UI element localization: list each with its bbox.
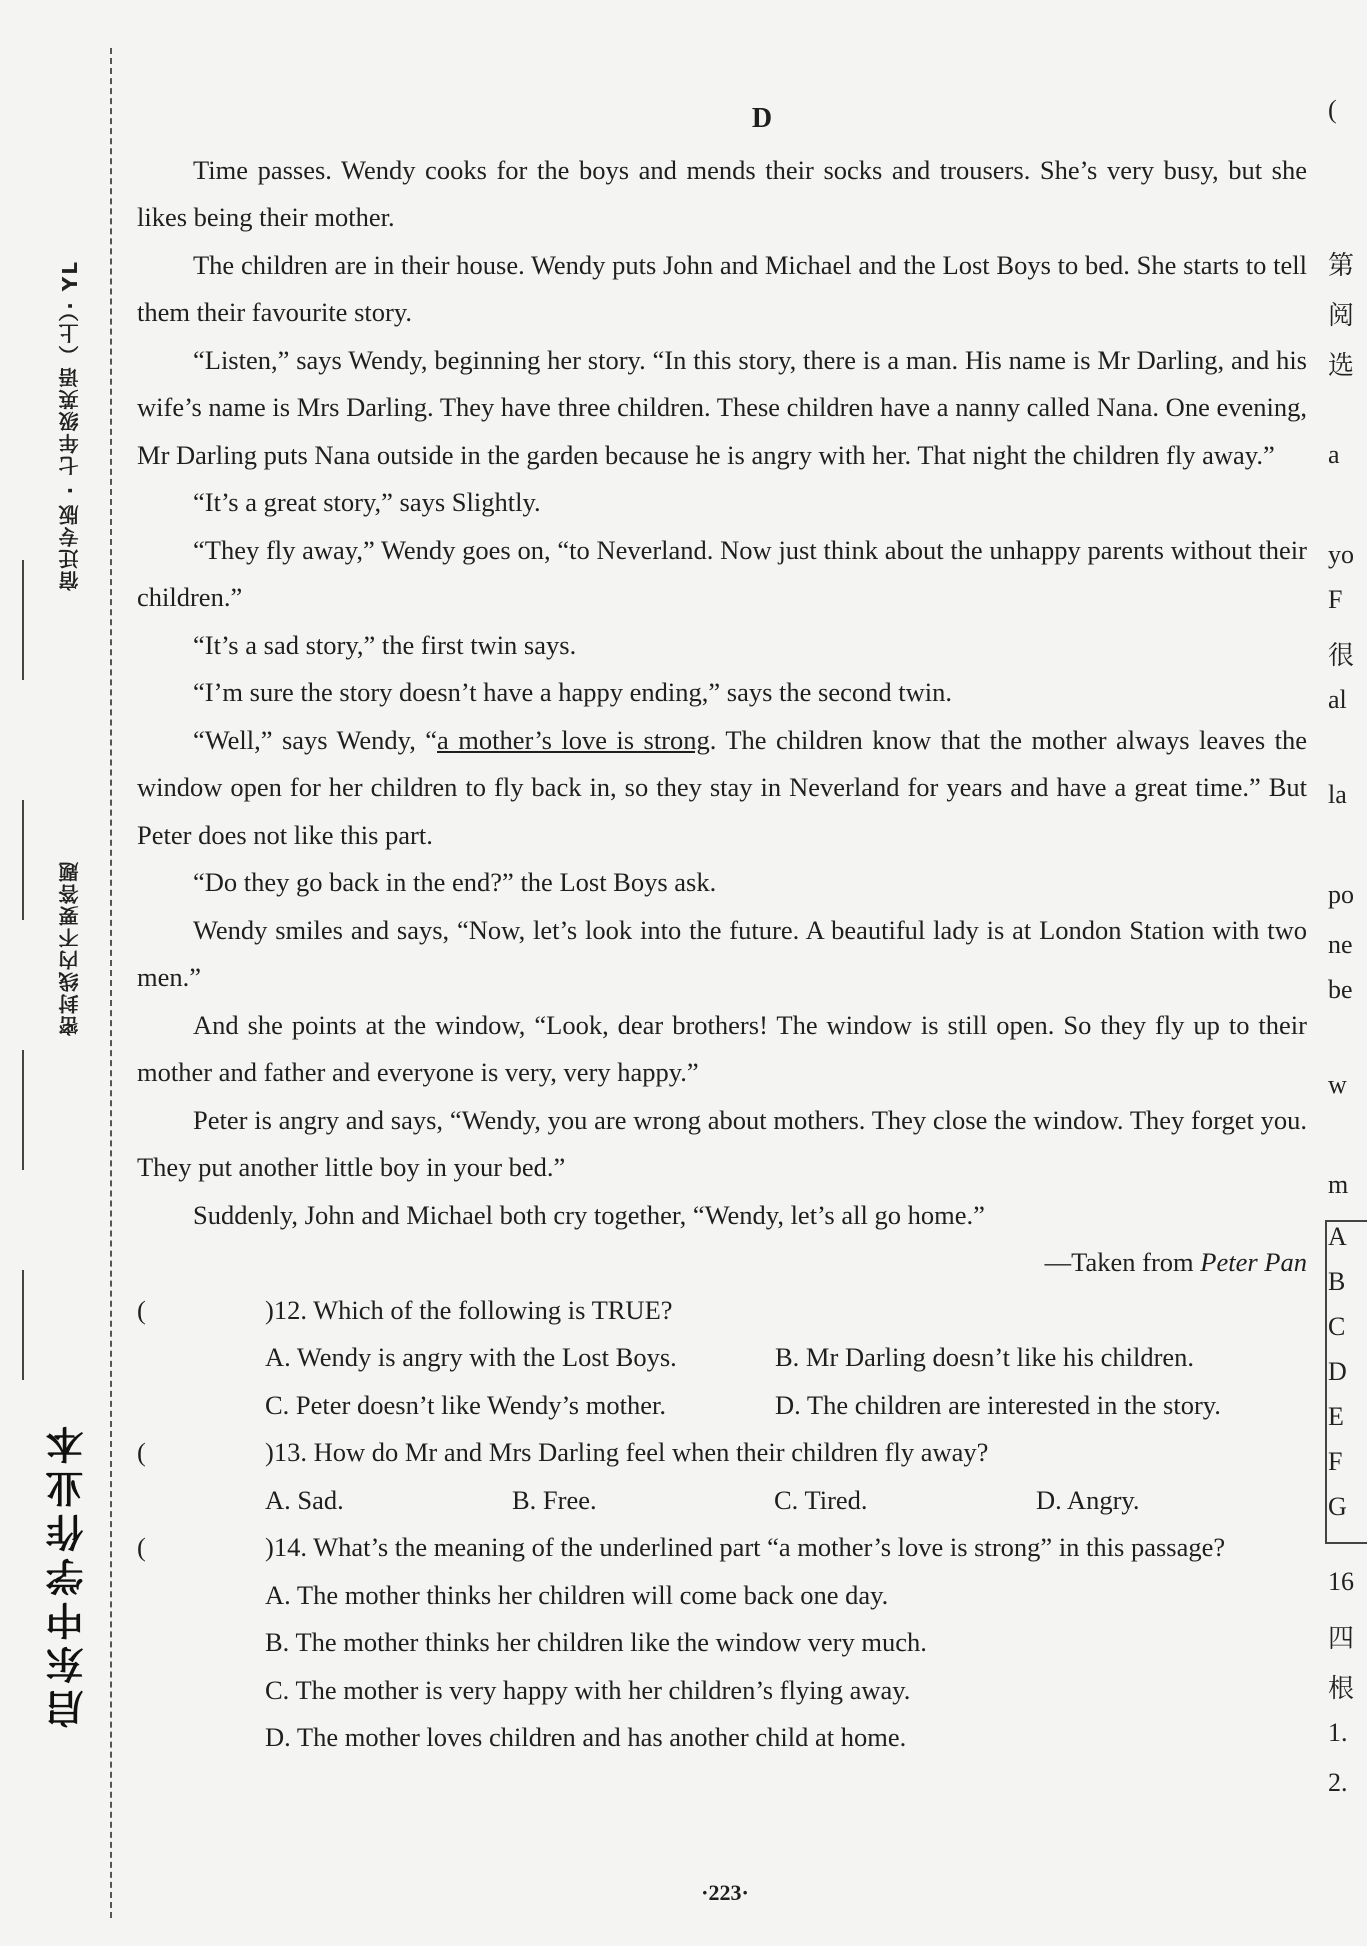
question-14 xyxy=(137,1524,1307,1572)
edge-fragment: po xyxy=(1328,880,1354,909)
source-title: Peter Pan xyxy=(1200,1247,1307,1277)
question-number: )13. xyxy=(265,1437,307,1467)
passage-paragraph: Suddenly, John and Michael both cry together, “Wendy, let’s all go home.” xyxy=(193,1199,985,1230)
edge-fragment: E xyxy=(1328,1402,1344,1431)
question-text: Which of the following is TRUE? xyxy=(313,1294,673,1325)
page-number: ·223· xyxy=(701,1880,749,1905)
question-13 xyxy=(137,1429,1307,1477)
book-title: 启东中学作业本 xyxy=(46,1420,90,1728)
edge-fragment: F xyxy=(1328,1447,1343,1476)
edge-fragment: al xyxy=(1328,685,1347,714)
question-text: What’s the meaning of the underlined part “a mother’s love is strong” in this passage? xyxy=(313,1532,1226,1562)
option-c[interactable]: C. The mother is very happy with her children’s flying away. xyxy=(265,1674,911,1705)
passage-source xyxy=(137,1239,1307,1287)
option-b[interactable]: B. The mother thinks her children like the window very much. xyxy=(265,1627,927,1657)
passage-paragraph: “Do they go back in the end?” the Lost Boys ask. xyxy=(193,867,717,897)
passage-paragraph-underlined xyxy=(137,717,1307,860)
answer-blank[interactable]: ( xyxy=(137,1532,146,1562)
edge-fragment: m xyxy=(1328,1170,1349,1199)
passage-paragraph: “It’s a sad story,” the first twin says. xyxy=(193,629,577,660)
option-a[interactable]: A. The mother thinks her children will come back one day. xyxy=(265,1579,889,1610)
edge-fragment: 第 xyxy=(1328,251,1355,281)
edge-fragment: 阅 xyxy=(1328,301,1355,331)
passage-paragraph: And she points at the window, “Look, dear brothers! The window is still open. So they fly up to their mother and father and everyone is very, very happy.” xyxy=(137,1009,1307,1087)
edge-fragment: A xyxy=(1328,1222,1347,1251)
question-12 xyxy=(137,1287,1307,1335)
option-a[interactable]: A. Sad. xyxy=(265,1484,344,1515)
edge-fragment: ne xyxy=(1328,930,1353,959)
answer-blank[interactable]: ( xyxy=(137,1437,146,1467)
edge-fragment: D xyxy=(1328,1357,1347,1386)
edge-fragment: be xyxy=(1328,975,1353,1004)
edge-fragment: F xyxy=(1328,585,1343,614)
option-c[interactable]: C. Tired. xyxy=(774,1484,868,1515)
blank-line xyxy=(22,800,24,920)
blank-line xyxy=(22,1270,24,1380)
passage-paragraph: “Listen,” says Wendy, beginning her story. “In this story, there is a man. His name is Mr Darling, and his wife’s name is Mrs Darling. They have three children. These children have a nanny called Nana. One evening, Mr Darling puts Nana outside in the garden because he is angry with her. That night the children fly away.” xyxy=(137,344,1307,470)
edge-fragment: 1. xyxy=(1328,1718,1348,1747)
binding-header-text: 宿迁专版 · 七年级英语（上）· YL xyxy=(58,260,82,592)
edge-fragment: 16 xyxy=(1328,1567,1354,1596)
section-letter: D xyxy=(751,103,773,134)
option-b[interactable]: B. Mr Darling doesn’t like his children. xyxy=(775,1342,1195,1372)
options-14 xyxy=(137,1572,1307,1762)
source-prefix: —Taken from xyxy=(1044,1247,1201,1277)
passage-paragraph: “They fly away,” Wendy goes on, “to Neverland. Now just think about the unhappy parents without their children.” xyxy=(137,534,1307,612)
edge-fragment: a xyxy=(1328,440,1340,469)
question-number: )14. xyxy=(265,1532,307,1562)
next-page-edge xyxy=(1324,0,1364,1946)
edge-fragment: la xyxy=(1328,780,1347,809)
passage-paragraph: “It’s a great story,” says Slightly. xyxy=(193,487,541,517)
question-text: How do Mr and Mrs Darling feel when their children fly away? xyxy=(313,1437,989,1467)
passage-paragraph: The children are in their house. Wendy puts John and Michael and the Lost Boys to bed. She starts to tell them their favourite story. xyxy=(137,249,1307,327)
edge-fragment: G xyxy=(1328,1492,1347,1521)
passage-paragraph: “I’m sure the story doesn’t have a happy ending,” says the second twin. xyxy=(193,677,952,707)
reading-section xyxy=(137,95,1307,1762)
question-number: )12. xyxy=(265,1294,307,1325)
text-span: . The children know that the mother always leaves the window open for her children to fly back in, so they stay in Neverland for years and have a great time.” But Peter does not like this part. xyxy=(137,724,1307,850)
option-a[interactable]: A. Wendy is angry with the Lost Boys. xyxy=(265,1342,677,1372)
passage-paragraph: Time passes. Wendy cooks for the boys and mends their socks and trousers. She’s very busy, but she likes being their mother. xyxy=(137,154,1307,232)
edge-fragment: w xyxy=(1328,1070,1347,1099)
edge-fragment: 2. xyxy=(1328,1768,1348,1797)
text-span: “Well,” says Wendy, “ xyxy=(193,724,438,755)
options-12 xyxy=(137,1334,1307,1429)
seal-dashed-line xyxy=(110,48,112,1918)
edge-fragment: 四 xyxy=(1328,1624,1355,1654)
edge-fragment: 选 xyxy=(1328,351,1355,381)
underlined-phrase: a mother’s love is strong xyxy=(437,724,710,755)
options-13 xyxy=(137,1477,1307,1525)
option-d[interactable]: D. Angry. xyxy=(1036,1484,1140,1515)
blank-line xyxy=(22,560,24,680)
passage-paragraph: Wendy smiles and says, “Now, let’s look into the future. A beautiful lady is at London Station with two men.” xyxy=(137,914,1307,992)
option-d[interactable]: D. The children are interested in the story. xyxy=(775,1389,1221,1420)
answer-blank[interactable]: ( xyxy=(137,1294,146,1325)
passage-paragraph: Peter is angry and says, “Wendy, you are wrong about mothers. They close the window. They forget you. They put another little boy in your bed.” xyxy=(137,1104,1307,1182)
edge-fragment: 很 xyxy=(1328,641,1355,671)
blank-line xyxy=(22,1050,24,1170)
seal-note: 密封线内不要答题 xyxy=(58,860,82,1036)
edge-fragment: B xyxy=(1328,1267,1346,1296)
edge-fragment: C xyxy=(1328,1312,1346,1341)
option-d[interactable]: D. The mother loves children and has another child at home. xyxy=(265,1722,907,1752)
option-b[interactable]: B. Free. xyxy=(512,1484,597,1515)
edge-fragment: yo xyxy=(1328,540,1354,569)
edge-fragment: 根 xyxy=(1328,1674,1355,1704)
option-c[interactable]: C. Peter doesn’t like Wendy’s mother. xyxy=(265,1389,666,1420)
edge-fragment: ( xyxy=(1328,95,1337,124)
